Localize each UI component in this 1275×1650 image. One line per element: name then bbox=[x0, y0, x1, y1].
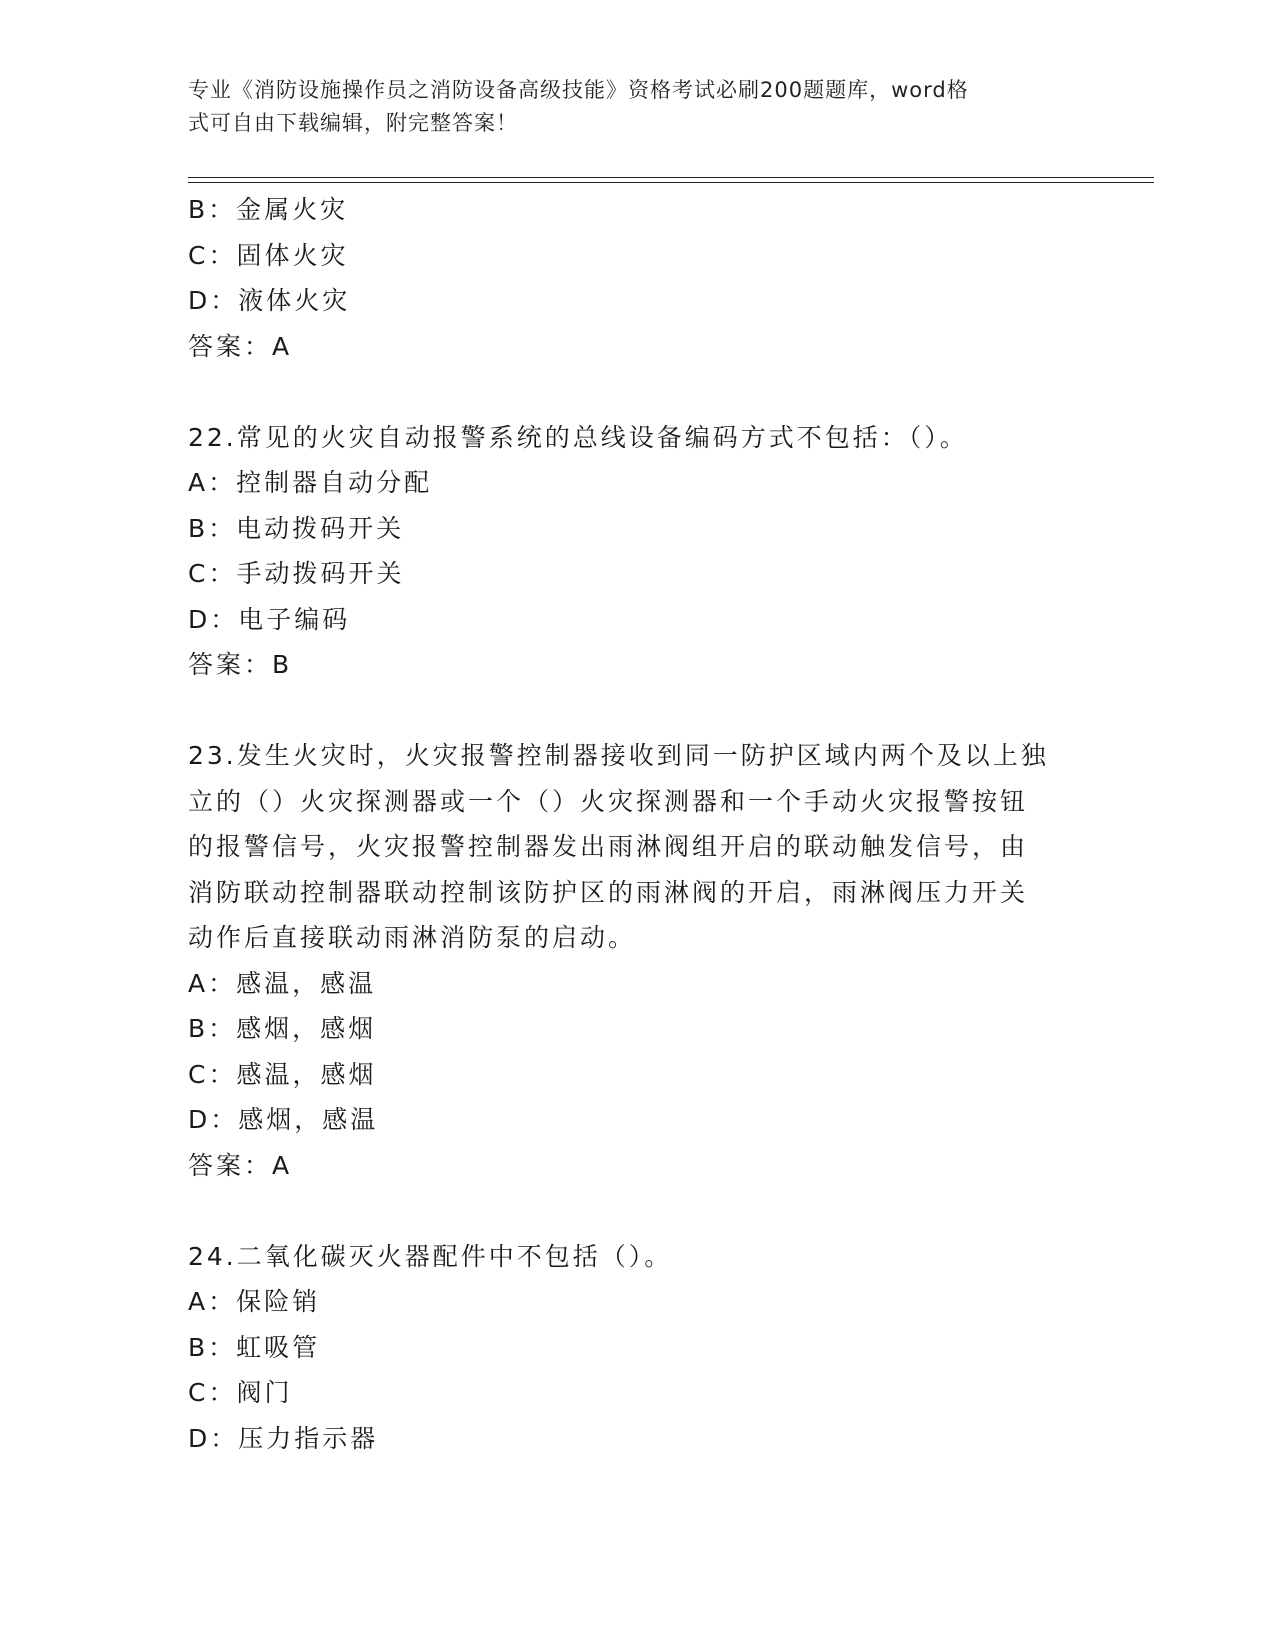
option-b: B：金属火灾 bbox=[188, 195, 349, 224]
header-line-2: 式可自由下载编辑，附完整答案！ bbox=[188, 111, 518, 135]
spacer bbox=[188, 1188, 1088, 1234]
option-b: B：电动拨码开关 bbox=[188, 513, 405, 543]
header-line-1: 专业《消防设施操作员之消防设备高级技能》资格考试必刷200题题库，word格 bbox=[188, 78, 969, 102]
question-23 bbox=[188, 733, 1088, 1188]
question-text: 22.常见的火灾自动报警系统的总线设备编码方式不包括：（）。 bbox=[188, 422, 968, 452]
question-text-line-2: 立的（）火灾探测器或一个（）火灾探测器和一个手动火灾报警按钮 bbox=[188, 786, 1029, 816]
question-24 bbox=[188, 1234, 1088, 1462]
option-c: C：感温，感烟 bbox=[188, 1059, 377, 1089]
document-header bbox=[188, 74, 1088, 140]
header-rule-bottom bbox=[188, 182, 1154, 183]
question-21-continued bbox=[188, 187, 1088, 369]
option-a: A：控制器自动分配 bbox=[188, 468, 433, 497]
option-a: A：保险销 bbox=[188, 1287, 321, 1316]
option-d: D：压力指示器 bbox=[188, 1423, 379, 1453]
question-text-line-4: 消防联动控制器联动控制该防护区的雨淋阀的开启，雨淋阀压力开关 bbox=[188, 877, 1029, 907]
spacer bbox=[188, 688, 1088, 734]
option-d: D：电子编码 bbox=[188, 604, 351, 634]
option-a: A：感温，感温 bbox=[188, 968, 377, 998]
spacer bbox=[188, 369, 1088, 415]
option-c: C：固体火灾 bbox=[188, 240, 349, 270]
option-d: D：感烟，感温 bbox=[188, 1105, 379, 1134]
question-text-line-1: 23.发生火灾时，火灾报警控制器接收到同一防护区域内两个及以上独 bbox=[188, 741, 1049, 770]
option-c: C：阀门 bbox=[188, 1378, 293, 1407]
header-rule-top bbox=[188, 177, 1154, 178]
question-22 bbox=[188, 415, 1088, 688]
document-body bbox=[188, 187, 1088, 1461]
option-d: D：液体火灾 bbox=[188, 286, 351, 315]
question-text: 24.二氧化碳灭火器配件中不包括（）。 bbox=[188, 1241, 673, 1271]
option-b: B：感烟，感烟 bbox=[188, 1014, 377, 1043]
answer-22: 答案：B bbox=[188, 650, 293, 679]
answer-23: 答案：A bbox=[188, 1150, 293, 1180]
question-text-line-3: 的报警信号，火灾报警控制器发出雨淋阀组开启的联动触发信号，由 bbox=[188, 832, 1029, 861]
answer-21: 答案：A bbox=[188, 331, 293, 361]
option-c: C：手动拨码开关 bbox=[188, 559, 405, 588]
question-text-line-5: 动作后直接联动雨淋消防泵的启动。 bbox=[188, 923, 637, 952]
option-b: B：虹吸管 bbox=[188, 1332, 321, 1362]
